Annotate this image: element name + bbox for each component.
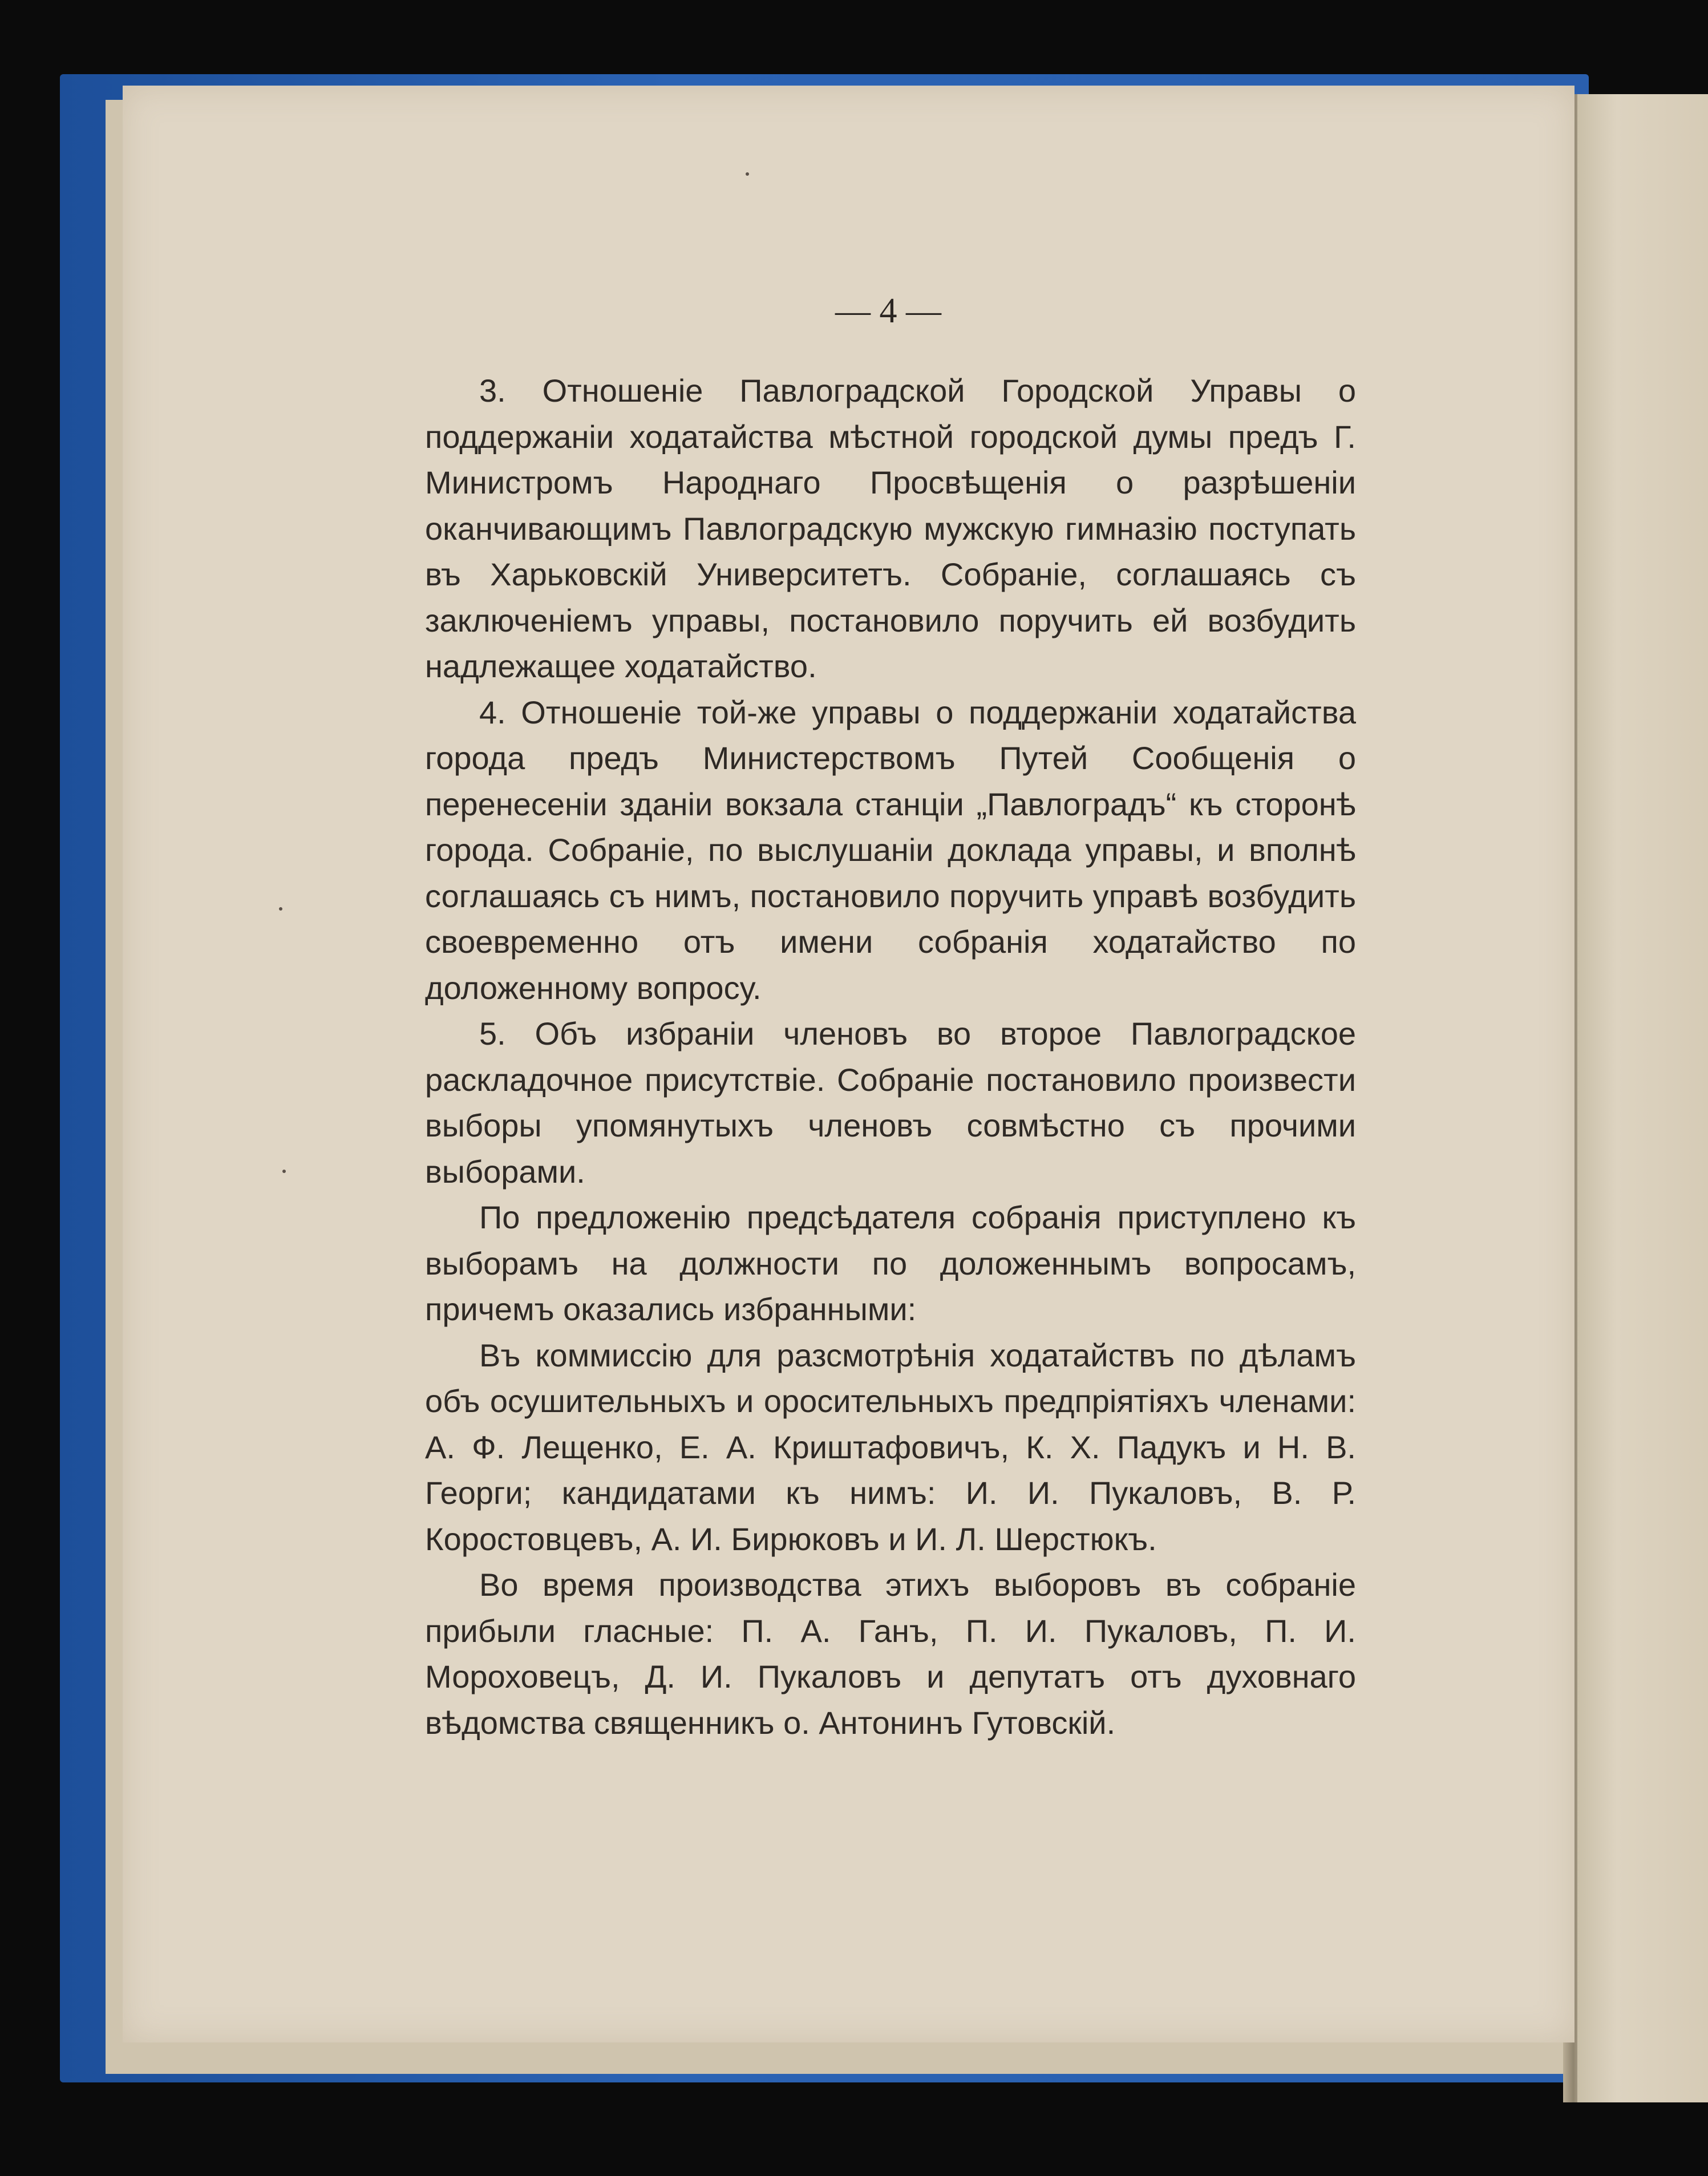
paper-speck	[746, 172, 749, 176]
facing-page	[1577, 94, 1708, 2102]
paragraph-item-5: 5. Объ избраніи членовъ во второе Павлоградское раскладочное присутствіе. Собраніе постановило произвести выборы упомянутыхъ членовъ совмѣстно съ прочими выборами.	[425, 1016, 1356, 1190]
paper-speck	[282, 1170, 286, 1173]
paragraph-commission: Въ коммиссію для разсмотрѣнія ходатайствъ по дѣламъ объ осушительныхъ и оросительныхъ предпріятіяхъ членами: А. Ф. Лещенко, Е. А. Криштафовичъ, К. Х. Падукъ и Н. В. Георги; кандидатами къ нимъ: И. И. Пукаловъ, В. Р. Коростовцевъ, А. И. Бирюковъ и И. Л. Шерстюкъ.	[425, 1337, 1356, 1557]
body-text	[425, 368, 1356, 1746]
paragraph-item-4: 4. Отношеніе той-же управы о поддержаніи ходатайства города предъ Министерствомъ Путей Сообщенія о перенесеніи зданіи вокзала станціи „Павлоградъ“ къ сторонѣ города. Собраніе, по выслушаніи доклада управы, и вполнѣ соглашаясь съ нимъ, постановило поручить управѣ возбудить своевременно отъ имени собранія ходатайство по доложенному вопросу.	[425, 694, 1356, 1006]
paragraph-elections-intro: По предложенію предсѣдателя собранія приступлено къ выборамъ на должности по доложеннымъ вопросамъ, причемъ оказались избранными:	[425, 1199, 1356, 1327]
paragraph-arrivals: Во время производства этихъ выборовъ въ собраніе прибыли гласные: П. А. Ганъ, П. И. Пукаловъ, П. И. Мороховецъ, Д. И. Пукаловъ и депутатъ отъ духовнаго вѣдомства священникъ о. Антонинъ Гутовскій.	[425, 1567, 1356, 1741]
page-number: — 4 —	[835, 292, 941, 330]
paragraph-item-3: 3. Отношеніе Павлоградской Городской Управы о поддержаніи ходатайства мѣстной городской думы предъ Г. Министромъ Народнаго Просвѣщенія о разрѣшеніи оканчивающимъ Павлоградскую мужскую гимназію поступать въ Харьковскій Университетъ. Собраніе, соглашаясь съ заключеніемъ управы, постановило поручить ей возбудить надлежащее ходатайство.	[425, 373, 1356, 684]
paper-speck	[279, 907, 282, 911]
